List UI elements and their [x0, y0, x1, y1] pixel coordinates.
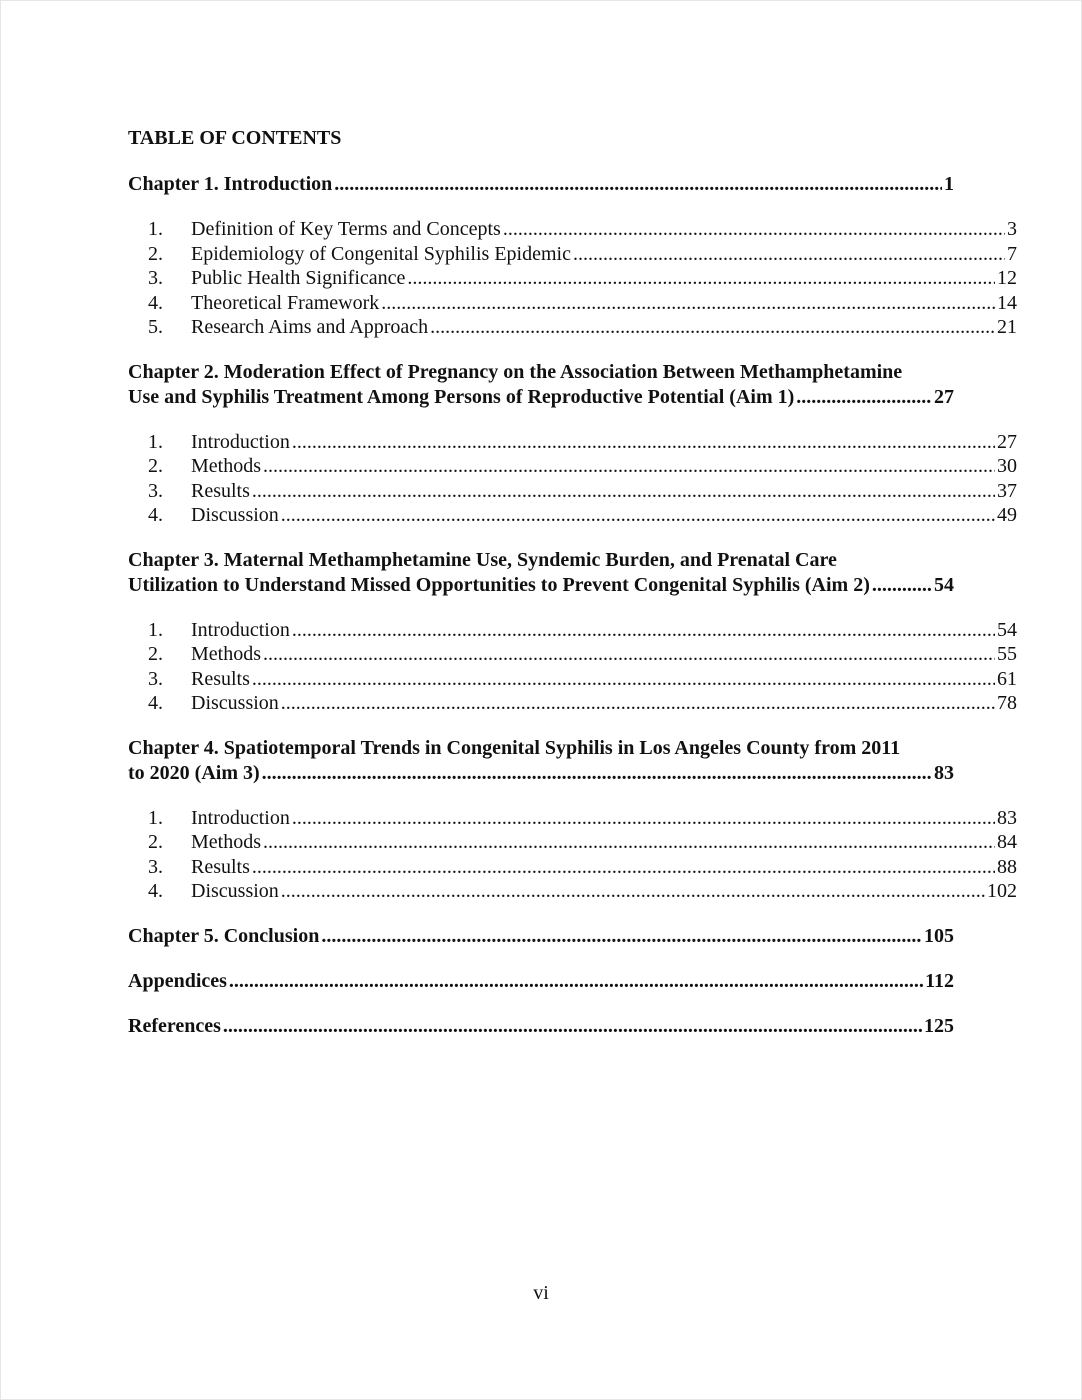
section-link[interactable] — [191, 291, 1017, 316]
dot-leader — [430, 315, 995, 340]
chapter-block — [128, 548, 1017, 716]
dot-leader — [281, 879, 985, 904]
dot-leader — [872, 573, 932, 598]
section-link-title: Discussion — [191, 880, 279, 902]
section-link-page: 14 — [997, 291, 1017, 314]
section-number: 1. — [148, 618, 163, 641]
chapter-title-line2[interactable] — [128, 573, 954, 598]
section-entry[interactable] — [128, 642, 1017, 667]
section-link[interactable] — [191, 242, 1017, 267]
section-entry[interactable] — [128, 879, 1017, 904]
dot-leader — [252, 479, 995, 504]
dot-leader — [262, 761, 932, 786]
dot-leader — [292, 430, 995, 455]
section-number: 4. — [148, 504, 163, 526]
section-link-page: 54 — [997, 618, 1017, 641]
section-link-page: 55 — [997, 643, 1017, 665]
section-entry[interactable] — [128, 503, 1017, 528]
section-link-title: Research Aims and Approach — [191, 316, 429, 338]
chapter-title-line2-title: Use and Syphilis Treatment Among Persons of Reproductive Potential (Aim 1) — [128, 385, 795, 408]
section-link[interactable] — [191, 879, 1017, 904]
chapter-title-line2-page: 27 — [934, 385, 954, 408]
section-entry[interactable] — [128, 217, 1017, 242]
section-entry[interactable] — [128, 691, 1017, 716]
section-link-page: 61 — [997, 667, 1017, 690]
chapter-title[interactable] — [128, 924, 954, 949]
section-entry[interactable] — [128, 315, 1017, 340]
section-entry[interactable] — [128, 454, 1017, 479]
chapter-entry-5[interactable] — [128, 924, 954, 949]
dot-leader — [381, 291, 995, 316]
section-link-title: Methods — [191, 831, 261, 853]
section-entry[interactable] — [128, 242, 1017, 267]
chapter-title-line1: Chapter 2. Moderation Effect of Pregnancy on the Association Between Methamphetamine — [128, 360, 903, 383]
section-link-title: Discussion — [191, 692, 279, 714]
chapter-title-line2-page: 83 — [934, 761, 954, 784]
section-entry[interactable] — [128, 266, 1017, 291]
section-link-page: 27 — [997, 430, 1017, 453]
dot-leader — [503, 217, 1005, 242]
section-number: 3. — [148, 667, 163, 690]
chapter-block — [128, 360, 1017, 528]
section-number: 1. — [148, 218, 163, 240]
section-link-title: Methods — [191, 455, 261, 477]
section-link[interactable] — [191, 618, 1017, 643]
chapter-title-page: 1 — [944, 173, 954, 195]
page-number: vi — [533, 1282, 549, 1304]
section-number: 5. — [148, 316, 163, 338]
section-link-title: Introduction — [191, 618, 290, 641]
back-matter-link[interactable] — [128, 969, 954, 994]
chapter-title-line2[interactable] — [128, 385, 954, 410]
chapter-title-title: Chapter 5. Conclusion — [128, 924, 320, 947]
chapter-entry-3[interactable] — [128, 548, 954, 598]
section-link-title: Methods — [191, 643, 261, 665]
section-number: 4. — [148, 880, 163, 902]
section-link[interactable] — [191, 454, 1017, 479]
section-link-page: 7 — [1007, 242, 1017, 265]
section-number: 1. — [148, 806, 163, 829]
section-entry[interactable] — [128, 479, 1017, 504]
back-matter-link-title: References — [128, 1014, 221, 1037]
section-number: 2. — [148, 242, 163, 265]
section-link[interactable] — [191, 806, 1017, 831]
section-entry[interactable] — [128, 855, 1017, 880]
chapter-title[interactable] — [128, 172, 954, 197]
chapter-block — [128, 172, 1017, 340]
dot-leader — [252, 855, 995, 880]
back-matter-link-title: Appendices — [128, 969, 227, 992]
section-link-title: Results — [191, 479, 250, 502]
section-link[interactable] — [191, 266, 1017, 291]
section-link-page: 21 — [997, 316, 1017, 338]
chapter-entry-2[interactable] — [128, 360, 954, 410]
back-matter-link[interactable] — [128, 1014, 954, 1039]
section-link-page: 83 — [997, 806, 1017, 829]
back-matter-entry[interactable] — [128, 1014, 954, 1039]
section-number: 2. — [148, 831, 163, 853]
dot-leader — [263, 454, 995, 479]
dot-leader — [263, 642, 995, 667]
section-number: 3. — [148, 267, 163, 289]
section-link-title: Results — [191, 667, 250, 690]
section-link[interactable] — [191, 642, 1017, 667]
section-link[interactable] — [191, 503, 1017, 528]
chapter-title-line2-title: Utilization to Understand Missed Opportunities to Prevent Congenital Syphilis (Aim 2) — [128, 573, 870, 596]
dot-leader — [263, 830, 995, 855]
section-number: 3. — [148, 479, 163, 502]
section-link-title: Definition of Key Terms and Concepts — [191, 218, 501, 240]
section-link[interactable] — [191, 691, 1017, 716]
section-link-page: 49 — [997, 504, 1017, 526]
dot-leader — [334, 172, 942, 197]
chapter-title-line1: Chapter 4. Spatiotemporal Trends in Congenital Syphilis in Los Angeles County from 2011 — [128, 736, 901, 759]
chapter-title-title: Chapter 1. Introduction — [128, 173, 333, 195]
chapter-title-line2-page: 54 — [934, 573, 954, 596]
chapter-entry-1[interactable] — [128, 172, 954, 197]
dot-leader — [281, 691, 995, 716]
section-number: 1. — [148, 430, 163, 453]
section-number: 4. — [148, 692, 163, 714]
toc-title: TABLE OF CONTENTS — [128, 127, 342, 149]
section-link[interactable] — [191, 217, 1017, 242]
section-link[interactable] — [191, 830, 1017, 855]
dot-leader — [292, 806, 995, 831]
section-list — [128, 618, 1017, 716]
section-link-page: 30 — [997, 455, 1017, 477]
section-list — [128, 217, 1017, 340]
section-link[interactable] — [191, 667, 1017, 692]
back-matter-block — [128, 969, 954, 994]
section-entry[interactable] — [128, 806, 1017, 831]
dot-leader — [321, 924, 922, 949]
section-link-page: 3 — [1007, 218, 1017, 240]
dot-leader — [223, 1014, 922, 1039]
dot-leader — [407, 266, 995, 291]
back-matter-link-page: 125 — [924, 1014, 954, 1037]
section-link[interactable] — [191, 430, 1017, 455]
section-link-title: Theoretical Framework — [191, 291, 380, 314]
back-matter-entry[interactable] — [128, 969, 954, 994]
chapter-title-page: 105 — [924, 924, 954, 947]
section-entry[interactable] — [128, 430, 1017, 455]
section-entry[interactable] — [128, 667, 1017, 692]
section-link[interactable] — [191, 479, 1017, 504]
dot-leader — [281, 503, 995, 528]
chapter-block — [128, 736, 1017, 904]
section-number: 2. — [148, 643, 163, 665]
chapter-block — [128, 924, 954, 949]
section-link-title: Epidemiology of Congenital Syphilis Epidemic — [191, 242, 571, 265]
section-link-page: 37 — [997, 479, 1017, 502]
section-list — [128, 806, 1017, 904]
chapter-title-line2-title: to 2020 (Aim 3) — [128, 761, 260, 784]
chapter-title-line2[interactable] — [128, 761, 954, 786]
section-link-title: Public Health Significance — [191, 267, 406, 289]
section-link-title: Introduction — [191, 806, 290, 829]
chapter-entry-4[interactable] — [128, 736, 954, 786]
back-matter-link-page: 112 — [925, 969, 954, 992]
section-link-page: 12 — [997, 267, 1017, 289]
section-link[interactable] — [191, 315, 1017, 340]
section-entry[interactable] — [128, 291, 1017, 316]
section-list — [128, 430, 1017, 528]
section-link-page: 88 — [997, 855, 1017, 878]
dot-leader — [229, 969, 923, 994]
section-entry[interactable] — [128, 618, 1017, 643]
section-number: 3. — [148, 855, 163, 878]
section-entry[interactable] — [128, 830, 1017, 855]
section-link[interactable] — [191, 855, 1017, 880]
section-link-title: Results — [191, 855, 250, 878]
dot-leader — [252, 667, 995, 692]
section-number: 2. — [148, 455, 163, 477]
section-link-title: Discussion — [191, 504, 279, 526]
table-of-contents — [128, 172, 1017, 1059]
section-link-page: 84 — [997, 831, 1017, 853]
section-link-page: 102 — [987, 880, 1017, 902]
back-matter-block — [128, 1014, 954, 1039]
section-number: 4. — [148, 291, 163, 314]
section-link-page: 78 — [997, 692, 1017, 714]
dot-leader — [796, 385, 932, 410]
dot-leader — [573, 242, 1005, 267]
chapter-title-line1: Chapter 3. Maternal Methamphetamine Use, Syndemic Burden, and Prenatal Care — [128, 548, 837, 571]
dot-leader — [292, 618, 995, 643]
section-link-title: Introduction — [191, 430, 290, 453]
